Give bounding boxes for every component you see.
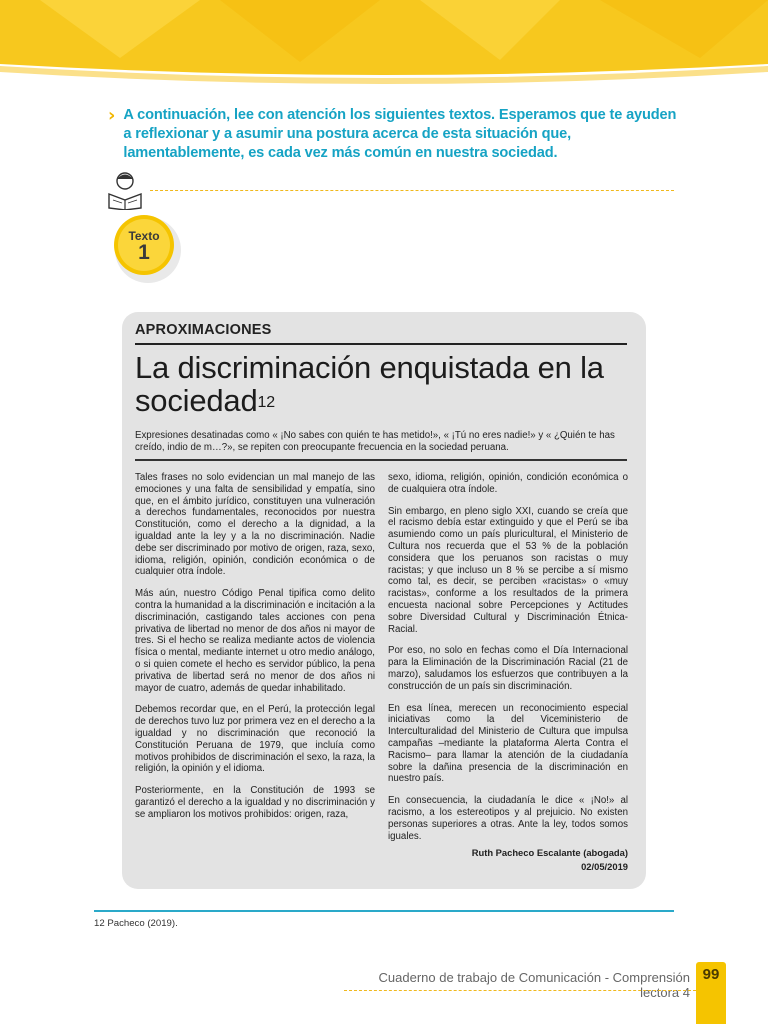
footnote-rule	[94, 910, 674, 912]
reading-child-icon	[103, 170, 147, 210]
footnote: 12 Pacheco (2019).	[94, 918, 178, 929]
headline-text: La discriminación enquistada en la sociedad	[135, 350, 604, 418]
paragraph: sexo, idioma, religión, opinión, condición económica o de cualquiera otra índole.	[388, 472, 628, 495]
paragraph: En consecuencia, la ciudadanía le dice « ¡No!» al racismo, a los estereotipos y al prejuicio. No existen personas superiores a otras. Ante la ley, todos somos iguales.	[388, 795, 628, 842]
article-column-right	[388, 472, 628, 852]
paragraph: Por eso, no solo en fechas como el Día Internacional para la Eliminación de la Discriminación Racial (21 de marzo), saludamos los esfuerzos que contribuyen a la construcción de un país sin discriminación.	[388, 645, 628, 692]
text-number-badge	[112, 212, 186, 286]
author-name: Ruth Pacheco Escalante (abogada)	[471, 847, 628, 858]
article-lead: Expresiones desatinadas como « ¡No sabes con quién te has metido!», « ¡Tú no eres nadie!» y « ¿Quién te has creído, indio de m…?», se repiten con preocupante frecuencia en la sociedad peruana.	[135, 430, 615, 453]
paragraph: Sin embargo, en pleno siglo XXI, cuando se creía que el racismo debía estar extinguido y que el Perú se iba asumiendo como un país pluricultural, el Ministerio de Cultura nos recuerda que el 53 % de la población considera que los peruanos son racistas o muy racistas; y que incluso un 8 % se percibe a sí mismo como tal, es decir, se perciben «racistas» o «muy racistas», conforme a los resultados de la primera encuesta nacional sobre Percepciones y Actitudes sobre Diversidad Cultural y Discriminación Étnica-Racial.	[388, 505, 628, 635]
section-label: APROXIMACIONES	[135, 322, 272, 338]
page-number-tab	[696, 962, 726, 1024]
footnote-ref: 12	[257, 394, 275, 411]
lead-rule	[135, 459, 627, 461]
paragraph: Posteriormente, en la Constitución de 1993 se garantizó el derecho a la igualdad y no discriminación y se ampliaron los motivos prohibidos: origen, raza,	[135, 785, 375, 820]
top-banner	[0, 0, 768, 84]
article-column-left	[135, 472, 375, 831]
badge-number: 1	[138, 241, 150, 264]
footer-book-title: Cuaderno de trabajo de Comunicación - Comprensión lectora 4	[378, 970, 690, 1000]
article-headline	[135, 351, 635, 417]
paragraph: Más aún, nuestro Código Penal tipifica como delito contra la humanidad a la discriminación e incitación a la discriminación, castigando tales acciones con pena privativa de libertad no menor de dos años ni mayor de tres. Si el hecho se realiza mediante actos de violencia física o mental, mediante internet u otro medio análogo, o si quien comete el hecho es servidor público, la pena privativa de libertad será no menor de dos años ni mayor de cuatro, además de quedar inhabilitado.	[135, 588, 375, 694]
badge-label: Texto	[128, 229, 160, 243]
paragraph: Tales frases no solo evidencian un mal manejo de las emociones y una falta de sensibilidad y empatía, sino que, en el ámbito jurídico, constituyen una vulneración a derechos fundamentales, reconocidos por nuestra Constitución, como el derecho a la dignidad, a la igualdad ante la ley y a la no discriminación. Nadie debe ser discriminado por motivo de origen, raza, sexo, idioma, religión, opinión, condición económica o de cualquier otra índole.	[135, 472, 375, 578]
chevron-right-icon: ›	[108, 105, 116, 126]
footer-dotted-rule	[344, 990, 696, 991]
article-signature	[388, 846, 628, 874]
paragraph: Debemos recordar que, en el Perú, la protección legal de derechos tuvo luz por primera vez en el derecho a la igualdad y no discriminación que reconoció la Constitución Peruana de 1979, que incluía como motivos prohibidos de discriminación el sexo, la raza, la religión, la opinión y el idioma.	[135, 704, 375, 775]
article-date: 02/05/2019	[581, 861, 628, 872]
intro-text: A continuación, lee con atención los siguientes textos. Esperamos que te ayuden a reflexionar y a asumir una postura acerca de esta situación que, lamentablemente, es cada vez más común en nuestra sociedad.	[123, 107, 677, 161]
page-number: 99	[702, 966, 720, 983]
intro-instruction	[108, 106, 682, 163]
paragraph: En esa línea, merecen un reconocimiento especial iniciativas como la del Viceministerio de Interculturalidad del Ministerio de Cultura que impulsa campañas –mediante la plataforma Alerta Contra el Racismo– para llamar la atención de la ciudadanía sobre la dañina presencia de la discriminación en nuestro país.	[388, 702, 628, 785]
dotted-divider	[150, 190, 674, 191]
section-rule	[135, 343, 627, 345]
